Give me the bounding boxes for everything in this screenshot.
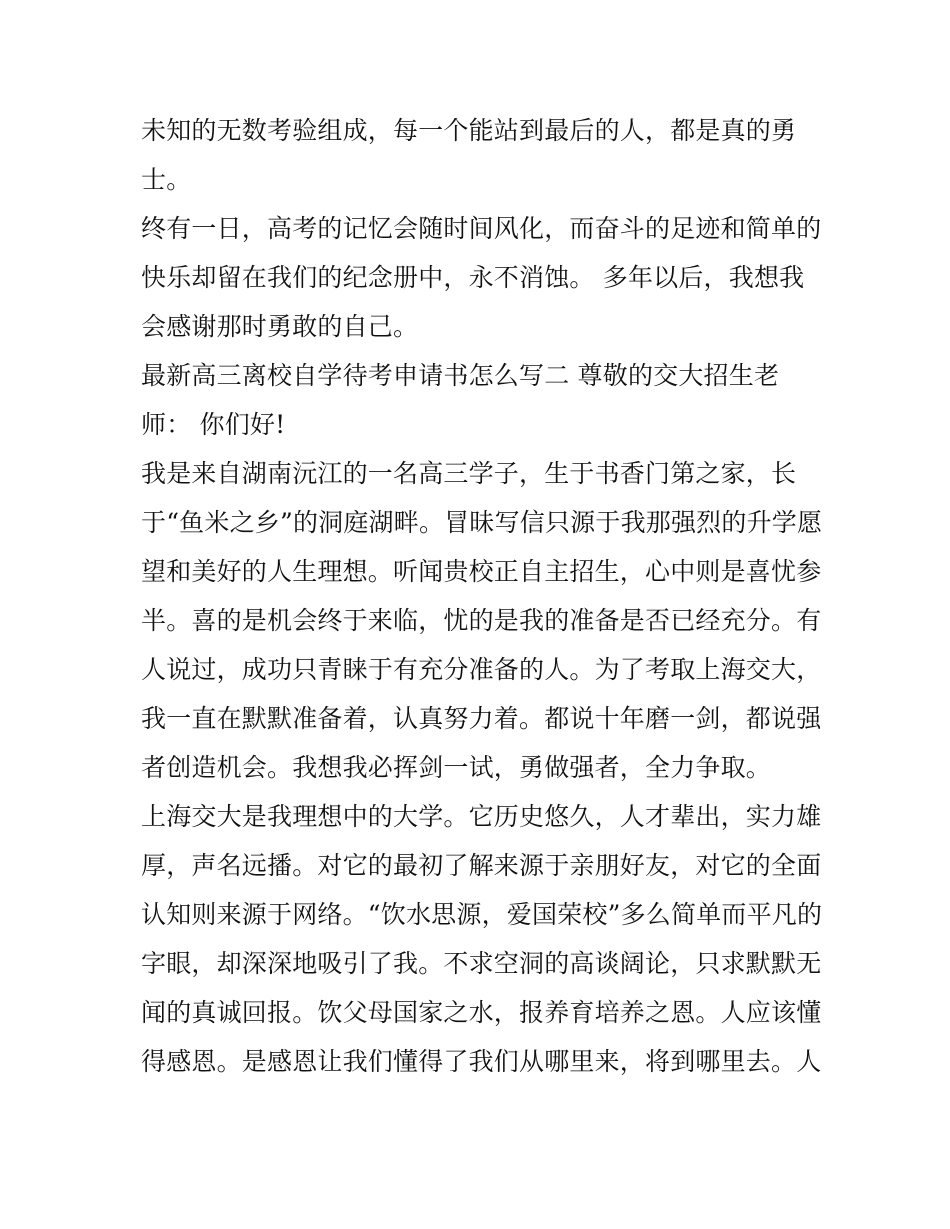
text-line: 上海交大是我理想中的大学。它历史悠久，人才辈出，实力雄: [141, 802, 822, 831]
text-line: 闻的真诚回报。饮父母国家之水，报养育培养之恩。人应该懂: [141, 998, 822, 1027]
text-line: 终有一日，高考的记忆会随时间风化，而奋斗的足迹和简单的: [141, 214, 822, 243]
text-line: 得感恩。是感恩让我们懂得了我们从哪里来，将到哪里去。人: [141, 1047, 822, 1076]
text-line: 望和美好的人生理想。听闻贵校正自主招生，心中则是喜忧参: [141, 557, 822, 586]
text-line: 士。: [141, 165, 192, 194]
text-line: 快乐却留在我们的纪念册中，永不消蚀。 多年以后，我想我: [141, 263, 805, 292]
text-line: 我一直在默默准备着，认真努力着。都说十年磨一剑，都说强: [141, 704, 822, 733]
text-line: 半。喜的是机会终于来临，忧的是我的准备是否已经充分。有: [141, 606, 822, 635]
text-line: 最新高三离校自学待考申请书怎么写二 尊敬的交大招生老: [141, 361, 780, 390]
text-line: 师： 你们好!: [141, 410, 286, 439]
text-line: 字眼，却深深地吸引了我。不求空洞的高谈阔论，只求默默无: [141, 949, 822, 978]
text-line: 会感谢那时勇敢的自己。: [141, 312, 419, 341]
text-line: 我是来自湖南沅江的一名高三学子，生于书香门第之家，长: [141, 459, 797, 488]
text-line: 者创造机会。我想我必挥剑一试，勇做强者，全力争取。: [141, 753, 772, 782]
body-text: [141, 106, 821, 1086]
text-line: 未知的无数考验组成，每一个能站到最后的人，都是真的勇: [141, 116, 797, 145]
text-line: 于“鱼米之乡”的洞庭湖畔。冒昧写信只源于我那强烈的升学愿: [141, 508, 823, 537]
text-line: 人说过，成功只青睐于有充分准备的人。为了考取上海交大，: [141, 655, 822, 684]
text-line: 认知则来源于网络。“饮水思源，爱国荣校”多么简单而平凡的: [141, 900, 823, 929]
text-line: 厚，声名远播。对它的最初了解来源于亲朋好友，对它的全面: [141, 851, 822, 880]
